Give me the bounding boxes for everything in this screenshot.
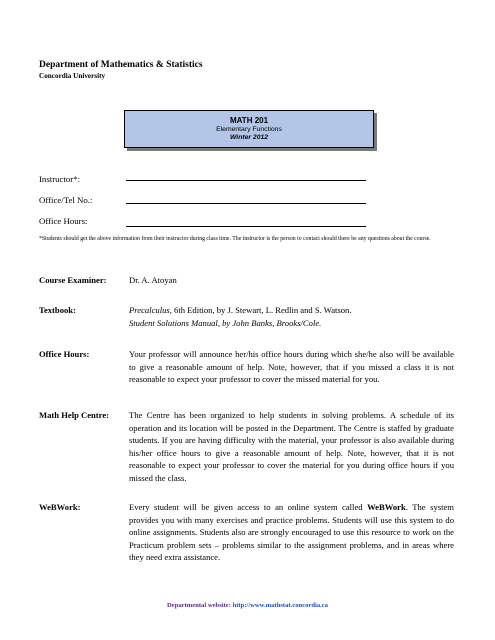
website-link[interactable]: http://www.mathstat.concordia.ca <box>232 602 328 609</box>
course-name: Elementary Functions <box>216 126 282 133</box>
webwork-label: WeBWork: <box>39 502 81 512</box>
office-hours-field-label: Office Hours: <box>39 216 88 226</box>
help-centre-label: Math Help Centre: <box>39 410 110 420</box>
footnote: *Students should get the above information from their instructor during class time. The instructor is the person to contact should there be any questions about the course. <box>39 236 431 242</box>
instructor-blank-line <box>126 180 366 181</box>
manual-line <box>129 317 454 330</box>
office-tel-label: Office/Tel No.: <box>39 195 93 205</box>
textbook-label: Textbook: <box>39 305 76 315</box>
examiner-value: Dr. A. Atoyan <box>129 275 177 285</box>
course-code: MATH 201 <box>229 116 269 125</box>
course-term: Winter 2012 <box>229 134 269 141</box>
course-info-box <box>124 110 374 148</box>
help-centre-text: The Centre has been organized to help students in solving problems. A schedule of its operation and its location will be posted in the Department. The Centre is staffed by graduate students. If you are having difficulty with the material, your professor is also available during his/her office hours to give a reasonable amount of help. Note, however, that it is not reasonable to expect your professor to cover the material for you during office hours if you missed the class. <box>129 410 454 483</box>
textbook-title: Precalculus <box>129 305 170 315</box>
manual-title: Student Solutions Manual <box>129 317 218 328</box>
webwork-text-after: . The system provides you with many exercises and practice problems. Students will use this system to do online assignments. Students also are strongly encouraged to use this resource to work on the Practicum problem sets – problems similar to the assignment problems, and in areas where they need extra assistance. <box>129 502 454 563</box>
examiner-label: Course Examiner: <box>39 275 107 285</box>
footer <box>0 602 495 609</box>
footer-label: Departmental website: <box>167 602 231 609</box>
textbook-value <box>129 304 454 329</box>
office-tel-blank-line <box>126 203 366 204</box>
webwork-name: WeBWork <box>367 502 406 512</box>
office-hours-text: Your professor will announce her/his office hours during which she/he also will be available to give a reasonable amount of help. Note, however, that if you missed a class it is not reasonable to expect your professor to cover the missed material for you. <box>129 349 454 385</box>
textbook-line <box>129 304 454 317</box>
office-hours-blank-line <box>126 226 366 227</box>
office-hours-label: Office Hours: <box>39 349 90 359</box>
textbook-details: , 6th Edition, by J. Stewart, L. Redlin and S. Watson. <box>169 305 352 315</box>
university-name: Concordia University <box>39 72 106 80</box>
department-title: Department of Mathematics & Statistics <box>39 60 203 70</box>
webwork-text-before: Every student will be given access to an online system called <box>129 502 368 512</box>
instructor-label: Instructor*: <box>39 174 81 184</box>
manual-details: , by John Banks, Brooks/Cole. <box>217 317 322 328</box>
webwork-text <box>129 501 454 564</box>
